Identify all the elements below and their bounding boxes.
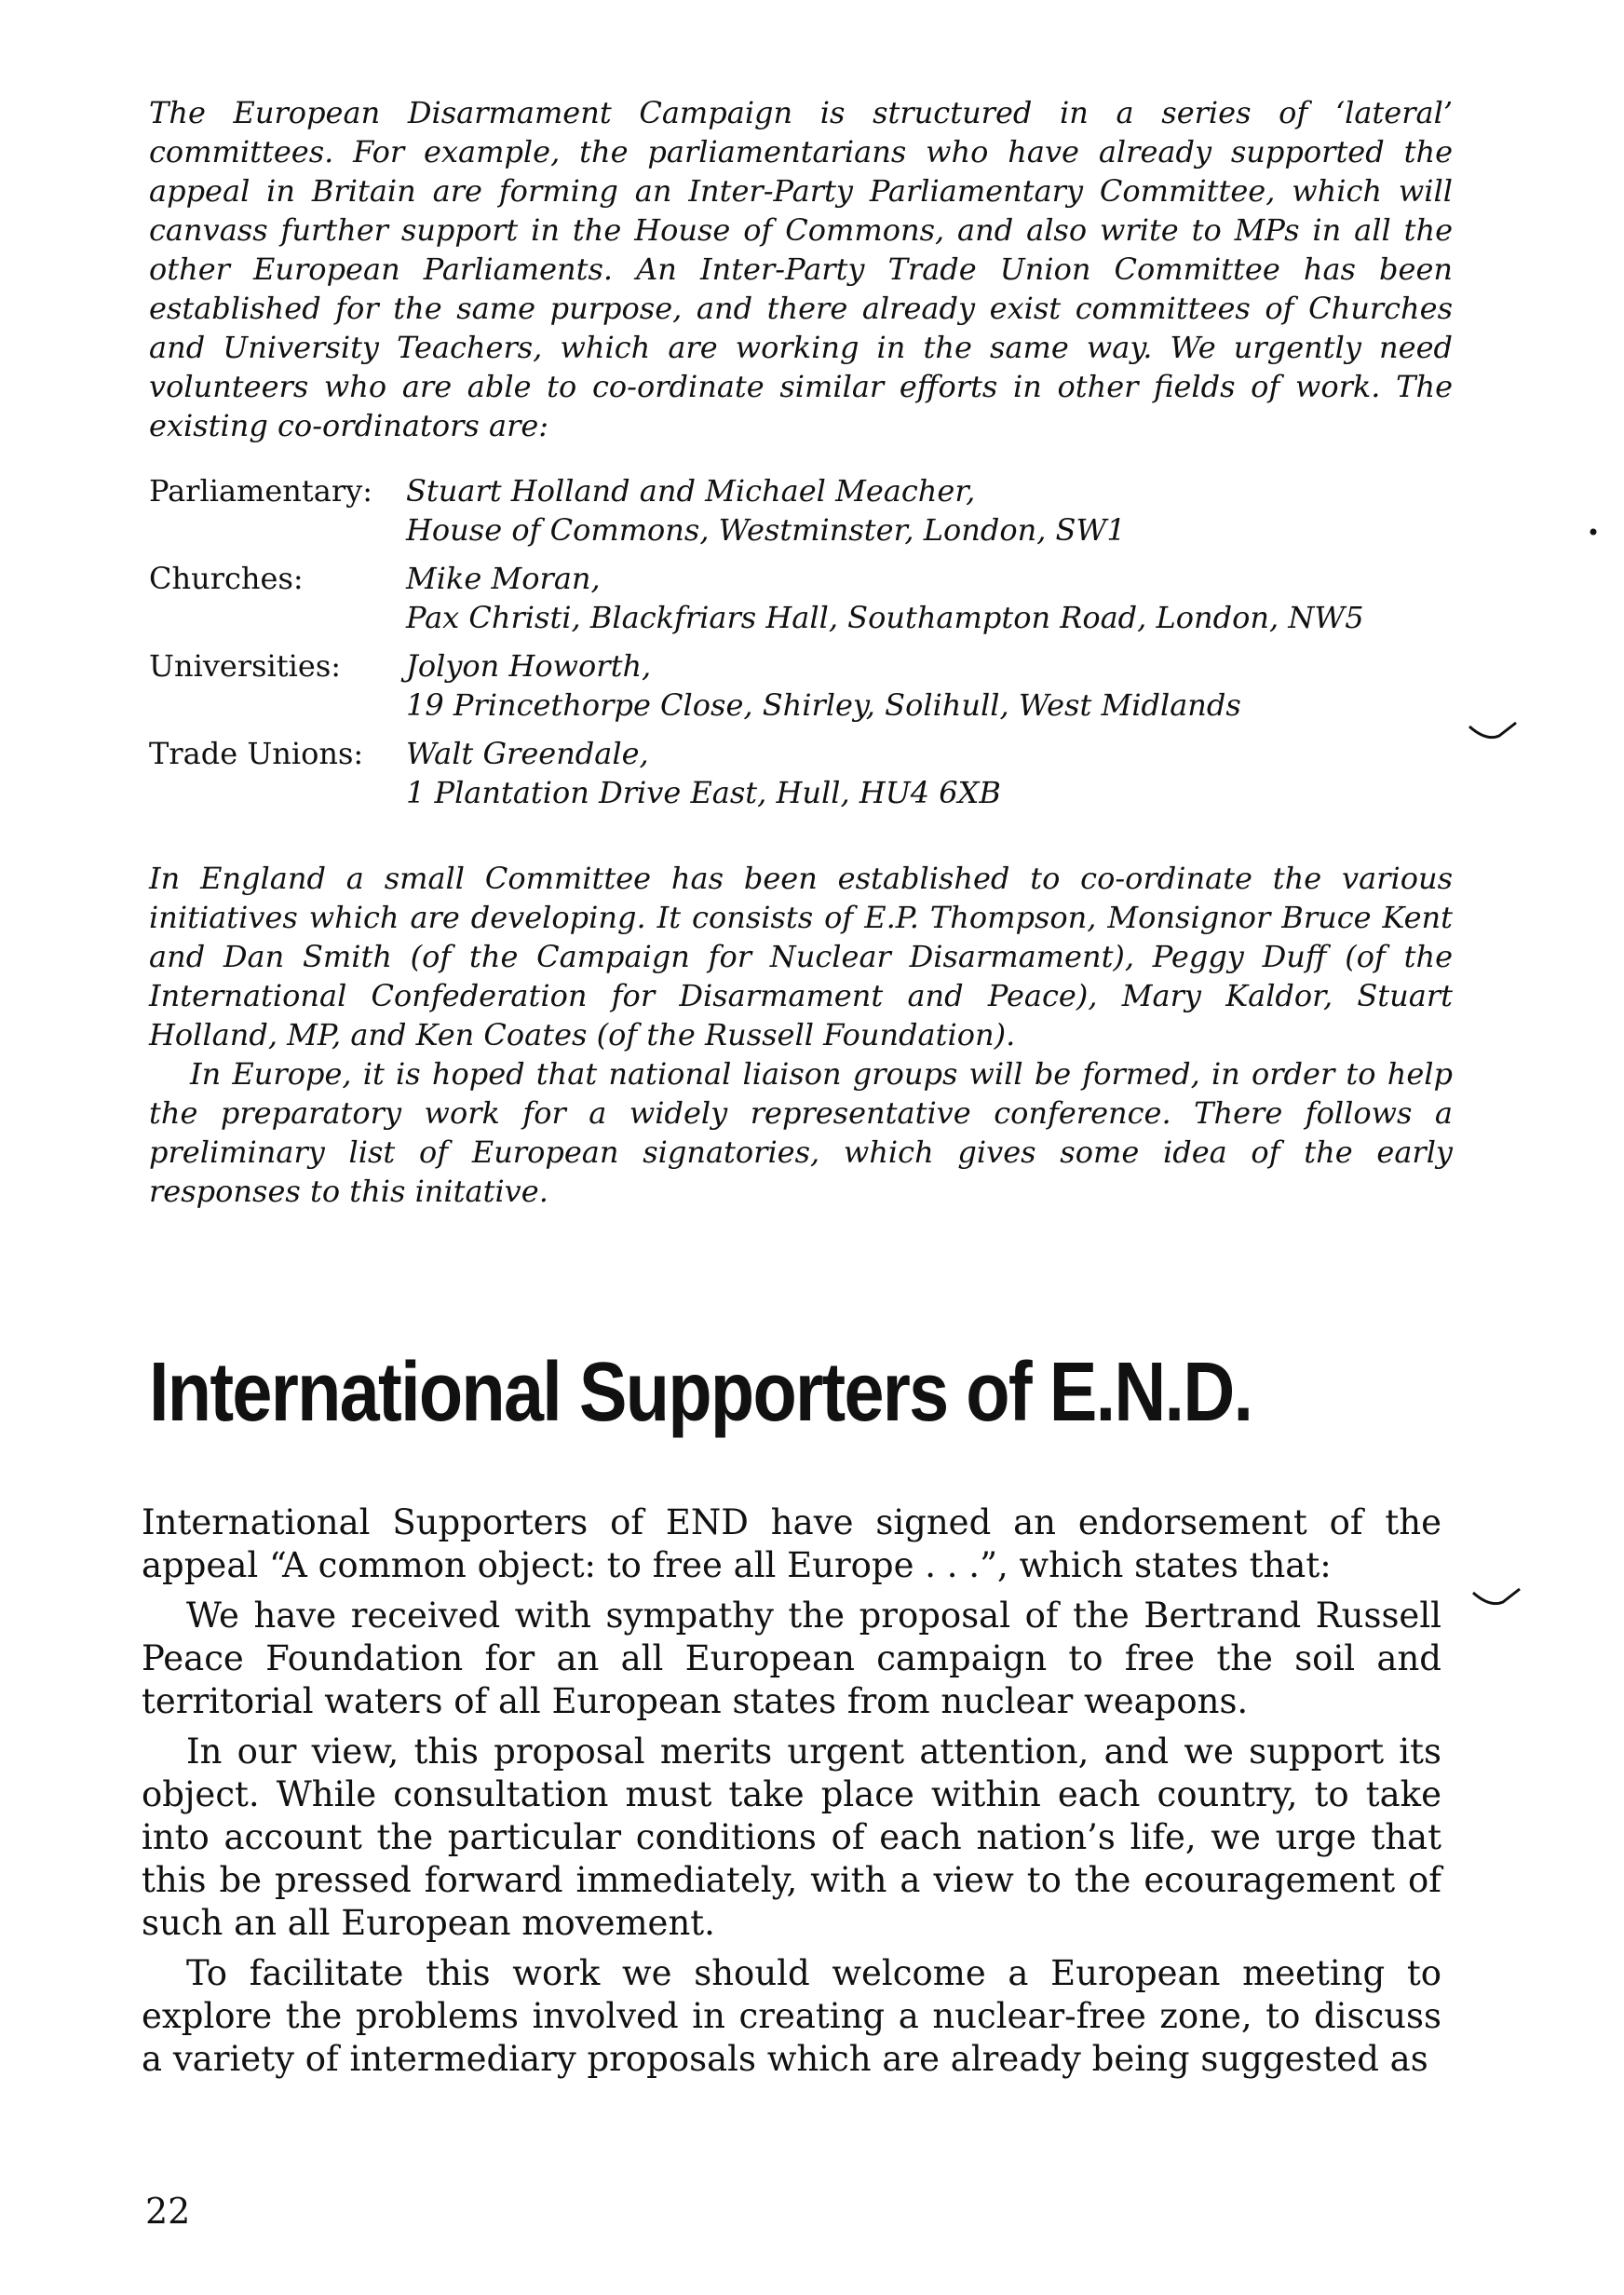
committee-section	[149, 859, 1453, 1211]
coordinator-detail	[406, 734, 1001, 812]
coordinator-detail	[406, 559, 1364, 637]
coordinator-name: Mike Moran,	[406, 561, 601, 596]
body-paragraph: International Supporters of END have signed an endorsement of the appeal “A common object: to free all Europe . . .”, which states that:	[142, 1502, 1441, 1585]
coordinator-address: 1 Plantation Drive East, Hull, HU4 6XB	[406, 775, 1001, 810]
coordinator-row-universities	[149, 646, 1471, 725]
coordinator-name: Jolyon Howorth,	[406, 648, 652, 684]
coordinator-label: Churches:	[149, 561, 304, 596]
intro-paragraph: The European Disarmament Campaign is structured in a series of ‘lateral’ committees. For example, the parliamentarians who have already supported the appeal in Britain are forming an Inter-Party Parliamentary Committee, which will canvass further support in the House of Commons, and also write to MPs in all the other European Parliaments. An Inter-Party Trade Union Committee has been established for the same purpose, and there already exist committees of Churches and University Teachers, which are working in the same way. We urgently need volunteers who are able to co-ordinate similar efforts in other fields of work. The existing co-ordinators are:	[149, 95, 1453, 443]
coordinator-label: Trade Unions:	[149, 736, 364, 771]
section-heading: International Supporters of E.N.D.	[149, 1346, 1252, 1439]
body-paragraph: In our view, this proposal merits urgent attention, and we support its object. While consultation must take place within each country, to take into account the particular conditions of each nation’s life, we urge that this be pressed forward immediately, with a view to the ecouragement of such an all European movement.	[142, 1731, 1441, 1943]
section-body	[142, 1501, 1441, 2088]
margin-tick-mark	[1468, 719, 1520, 745]
margin-tick-mark	[1471, 1585, 1523, 1611]
coordinator-name: Walt Greendale,	[406, 736, 649, 771]
coordinator-address: Pax Christi, Blackfriars Hall, Southampton Road, London, NW5	[406, 600, 1364, 635]
coordinator-name: Stuart Holland and Michael Meacher,	[406, 473, 976, 509]
england-committee-paragraph: In England a small Committee has been established to co-ordinate the various initiatives which are developing. It consists of E.P. Thompson, Monsignor Bruce Kent and Dan Smith (of the Campaign for Nuclear Disarmament), Peggy Duff (of the International Confederation for Disarmament and Peace), Mary Kaldor, Stuart Holland, MP, and Ken Coates (of the Russell Foundation).	[149, 861, 1453, 1052]
margin-dot-mark	[1589, 527, 1598, 536]
coordinator-detail	[406, 471, 1126, 550]
coordinator-address: 19 Princethorpe Close, Shirley, Solihull, West Midlands	[406, 687, 1241, 723]
coordinator-row-churches	[149, 559, 1471, 637]
page-number: 22	[145, 2191, 191, 2232]
coordinator-row-trade-unions	[149, 734, 1471, 812]
europe-paragraph: In Europe, it is hoped that national liaison groups will be formed, in order to help the preparatory work for a widely representative conference. There follows a preliminary list of European signatories, which gives some idea of the early responses to this initative.	[149, 1056, 1453, 1209]
coordinator-address: House of Commons, Westminster, London, SW1	[406, 512, 1126, 548]
coordinator-detail	[406, 646, 1241, 725]
coordinators-list	[149, 471, 1471, 822]
coordinator-label: Parliamentary:	[149, 473, 372, 509]
coordinator-row-parliamentary	[149, 471, 1471, 550]
body-paragraph: To facilitate this work we should welcome a European meeting to explore the problems involved in creating a nuclear-free zone, to discuss a variety of intermediary proposals which are already being suggested as	[142, 1953, 1441, 2079]
body-paragraph: We have received with sympathy the proposal of the Bertrand Russell Peace Foundation for an all European campaign to free the soil and territorial waters of all European states from nuclear weapons.	[142, 1596, 1441, 1721]
coordinator-label: Universities:	[149, 648, 342, 684]
